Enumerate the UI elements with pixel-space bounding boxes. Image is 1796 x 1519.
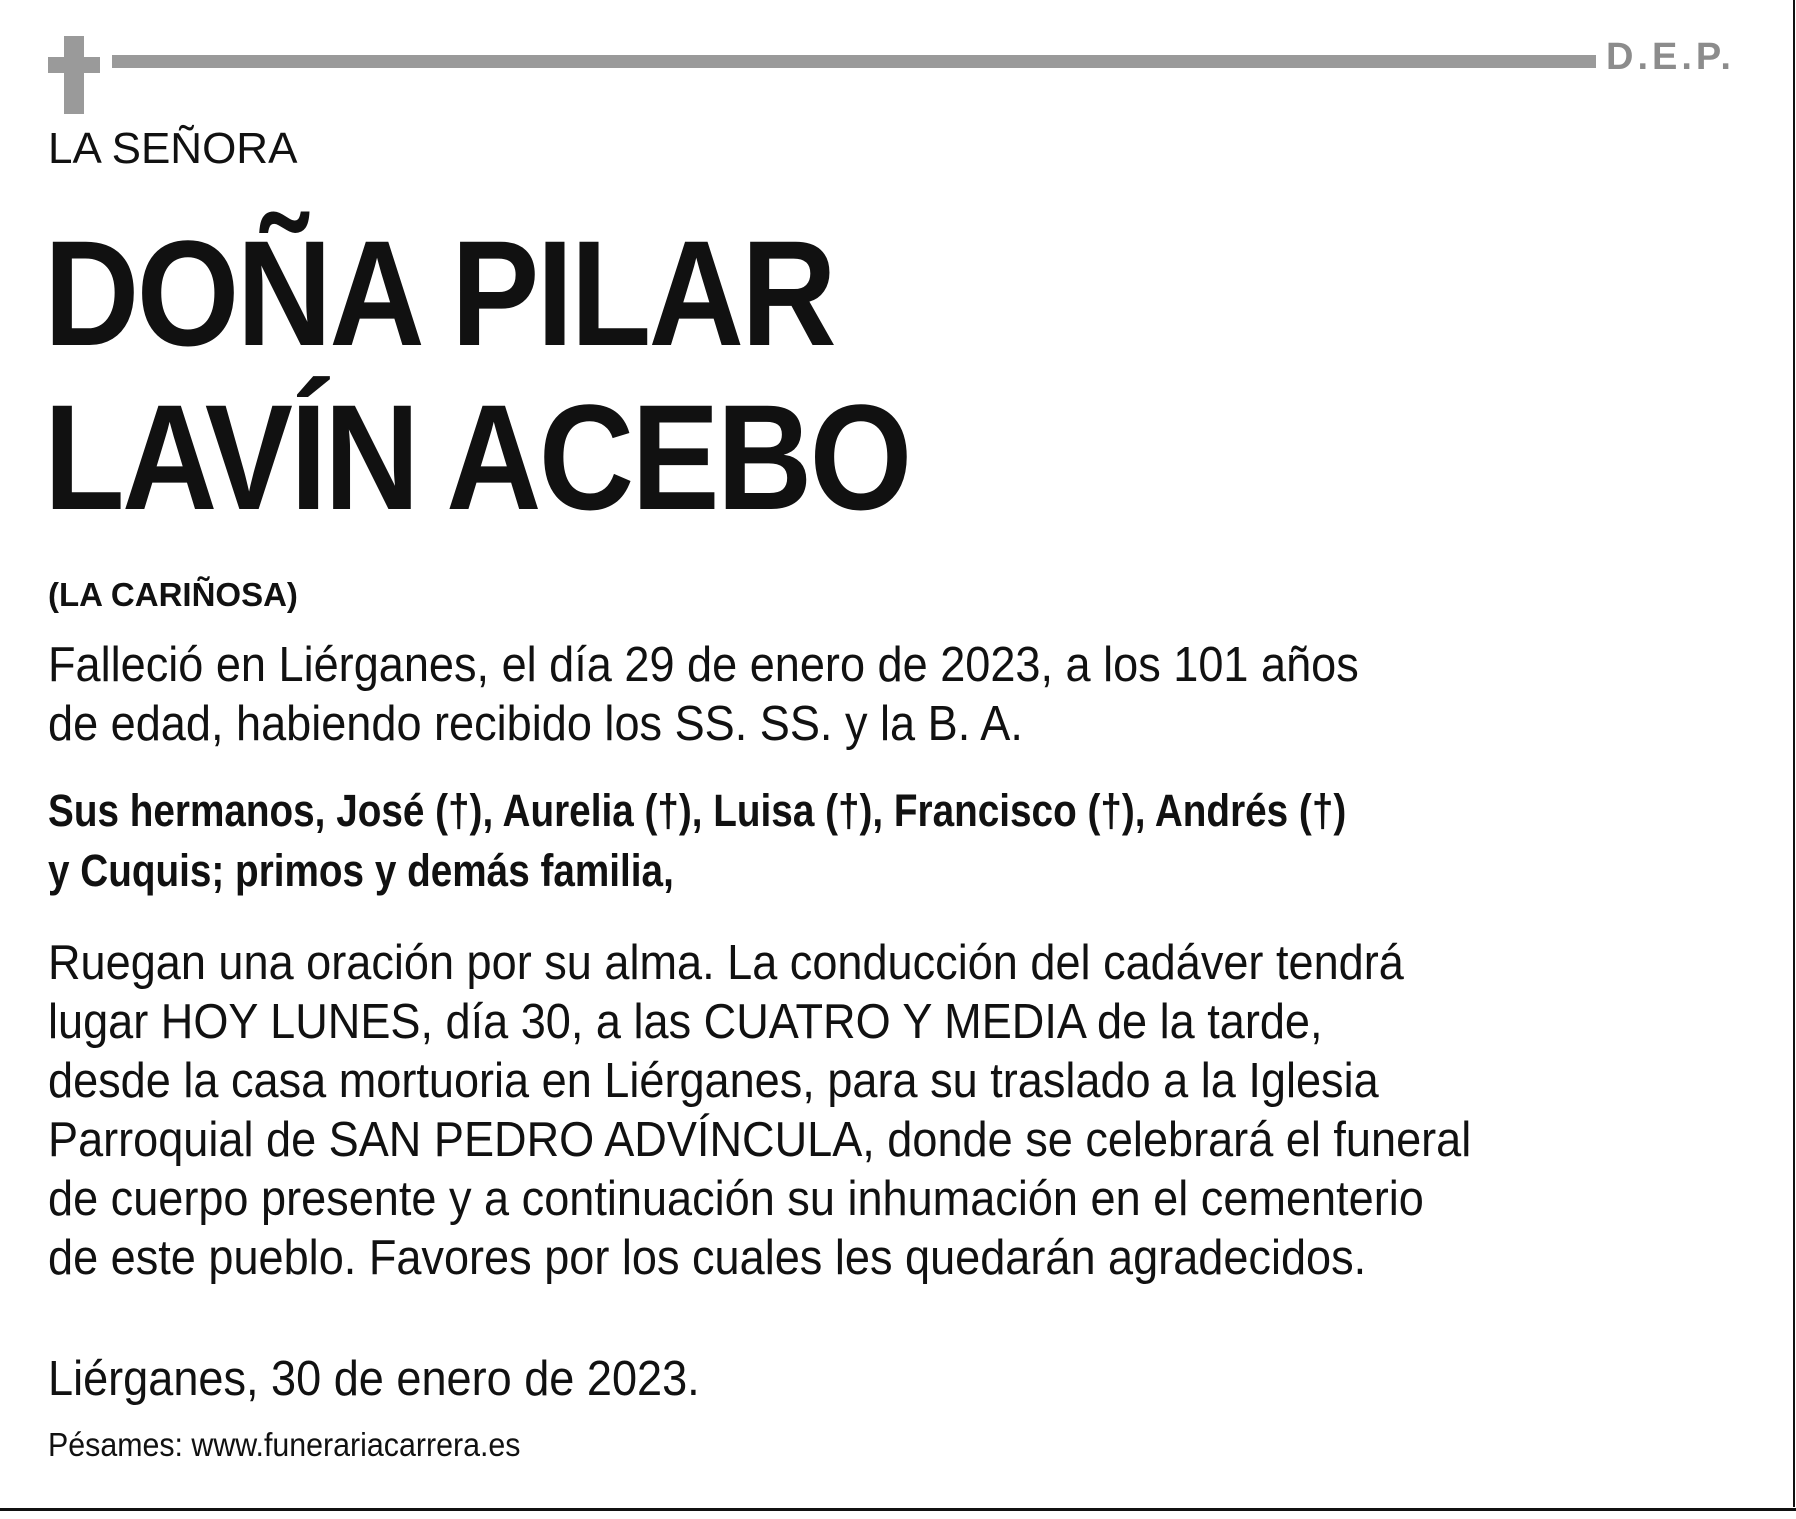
family-line: Sus hermanos, José (†), Aurelia (†), Luisa (†), Francisco (†), Andrés (†) xyxy=(48,785,1347,836)
honorific: LA SEÑORA xyxy=(48,124,298,173)
service-line: desde la casa mortuoria en Liérganes, para su traslado a la Iglesia xyxy=(48,1054,1379,1108)
bottom-border xyxy=(0,1508,1796,1511)
nickname: (LA CARIÑOSA) xyxy=(48,576,298,613)
service-line: de este pueblo. Favores por los cuales les quedarán agradecidos. xyxy=(48,1231,1367,1285)
service-line: de cuerpo presente y a continuación su inhumación en el cementerio xyxy=(48,1172,1424,1226)
death-line: Falleció en Liérganes, el día 29 de enero de 2023, a los 101 años xyxy=(48,638,1359,692)
cross-icon xyxy=(48,36,100,114)
service-line: Parroquial de SAN PEDRO ADVÍNCULA, donde se celebrará el funeral xyxy=(48,1113,1472,1167)
deceased-name-line-2: LAVÍN ACEBO xyxy=(44,373,910,541)
death-line: de edad, habiendo recibido los SS. SS. y la B. A. xyxy=(48,697,1023,751)
family-paragraph xyxy=(48,781,1346,901)
family-line: y Cuquis; primos y demás familia, xyxy=(48,845,674,896)
condolences-link[interactable]: Pésames: www.funerariacarrera.es xyxy=(48,1426,521,1463)
deceased-name-line-1: DOÑA PILAR xyxy=(44,209,835,377)
service-line: lugar HOY LUNES, día 30, a las CUATRO Y MEDIA de la tarde, xyxy=(48,995,1323,1049)
service-line: Ruegan una oración por su alma. La conducción del cadáver tendrá xyxy=(48,936,1404,990)
right-border xyxy=(1793,0,1795,1507)
header-rule xyxy=(112,55,1596,68)
service-paragraph xyxy=(48,934,1471,1288)
dep-label: D.E.P. xyxy=(1606,36,1735,78)
death-paragraph xyxy=(48,636,1359,754)
place-date: Liérganes, 30 de enero de 2023. xyxy=(48,1352,700,1406)
